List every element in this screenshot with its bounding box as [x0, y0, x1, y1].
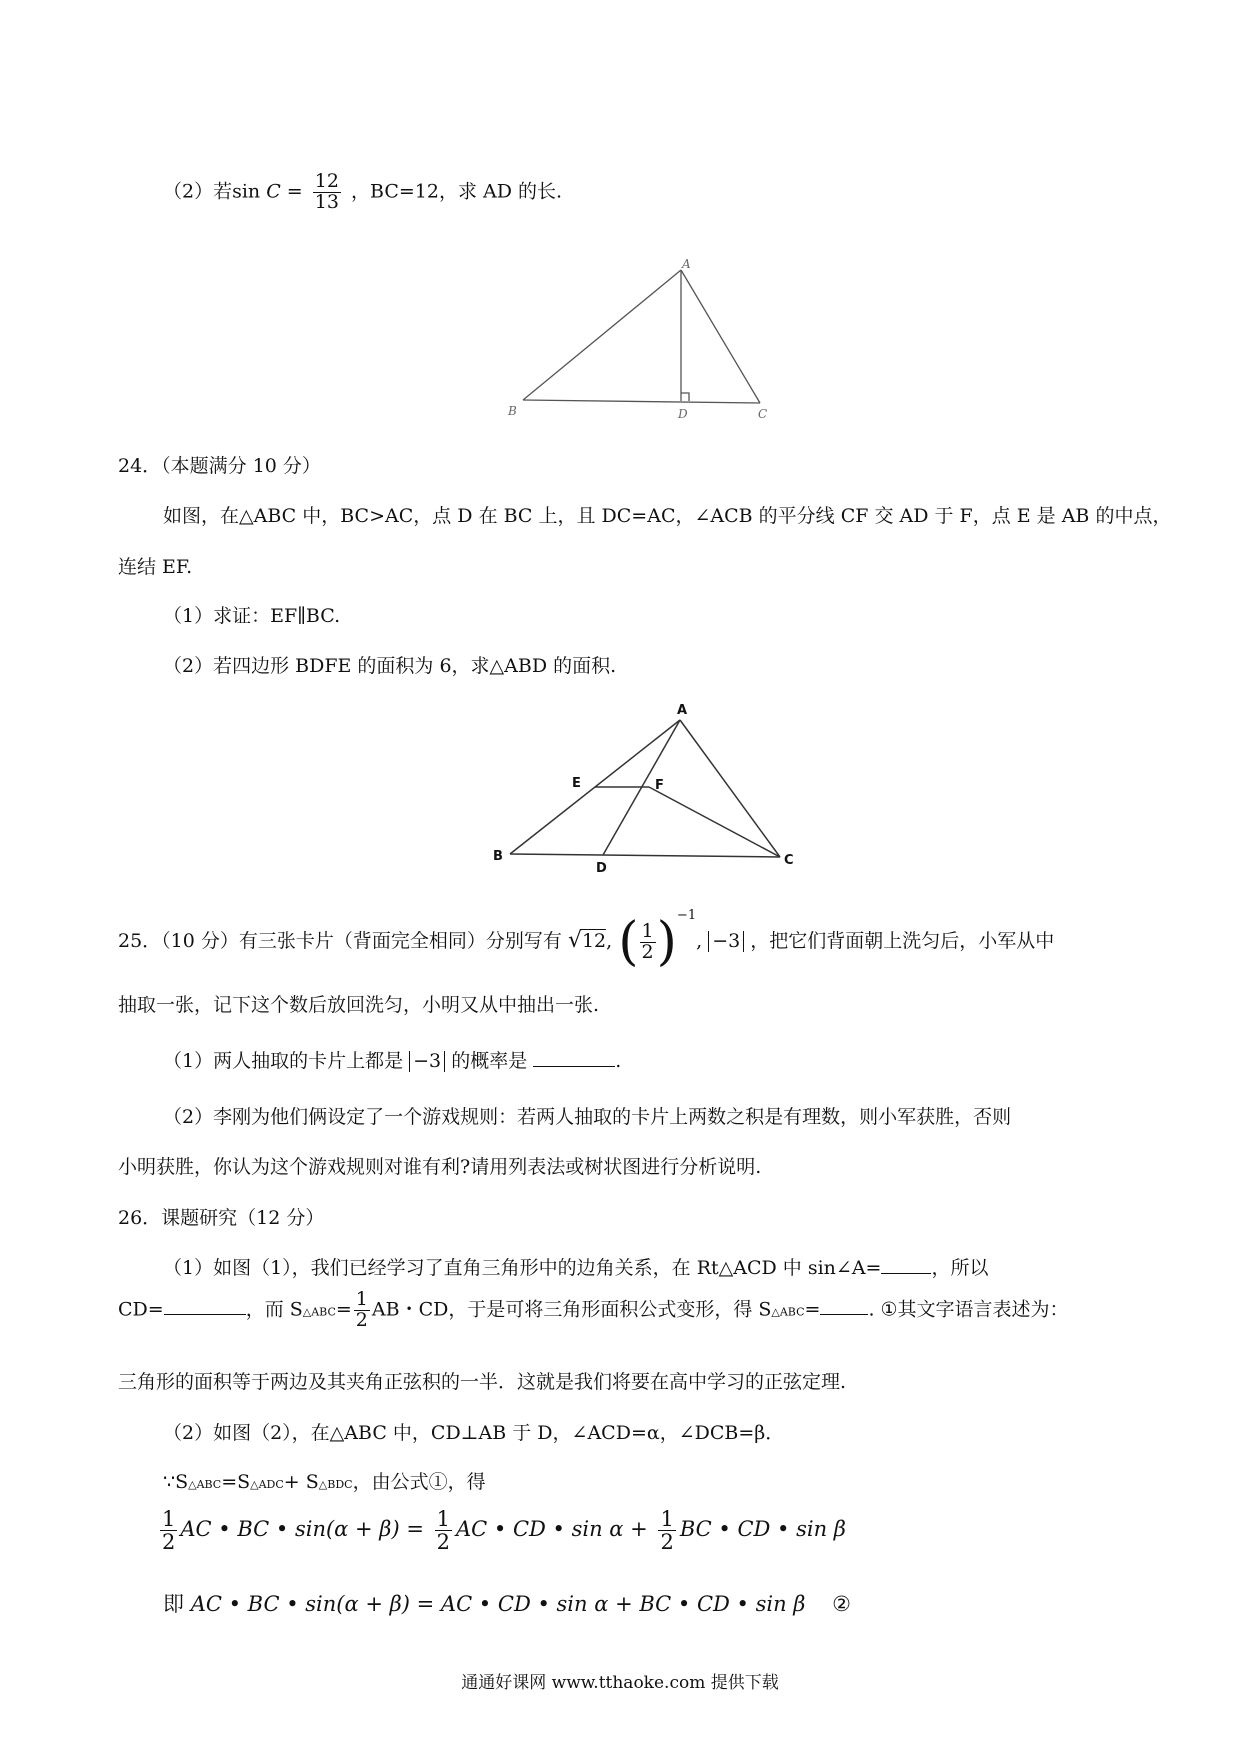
q25-sqrt-val: 12	[581, 930, 607, 952]
q26-p2-f: . ①其文字语言表述为：	[868, 1298, 1069, 1321]
q24-part2: （2）若四边形 BDFE 的面积为 6，求△ABD 的面积.	[163, 655, 617, 677]
q25-comma2: ,	[696, 930, 703, 952]
fig1-label-a: A	[682, 257, 691, 271]
q26-f1-frac2-den: 2	[436, 1530, 450, 1555]
q26-p2	[118, 1290, 1069, 1331]
q26-p2-fraction	[354, 1290, 370, 1331]
fig1-label-c: C	[758, 407, 768, 421]
q26-f2-a: 即	[163, 1592, 191, 1616]
q26-p2-blank1	[164, 1314, 246, 1315]
q26-f1-frac1-num: 1	[162, 1507, 176, 1531]
q25-part1	[163, 1046, 621, 1073]
q26-p2-c: =	[335, 1298, 352, 1321]
q26-formula2	[163, 1588, 851, 1618]
q26-p5-c: + S	[283, 1471, 319, 1493]
q24-line2: 连结 EF.	[118, 556, 193, 578]
q26-p5-sub2: △ADC	[250, 1478, 284, 1491]
q25-half-num: 1	[641, 919, 654, 942]
q25-part2-line2: 小明获胜，你认为这个游戏规则对谁有利?请用列表法或树状图进行分析说明.	[118, 1156, 762, 1178]
q25-part2-line1: （2）李刚为他们俩设定了一个游戏规则：若两人抽取的卡片上两数之积是有理数，则小军获胜，否则	[163, 1106, 1012, 1128]
q25-exp: −1	[676, 908, 697, 923]
q26-f1-frac3-num: 1	[660, 1507, 674, 1531]
q26-f1-c: BC • CD • sin β	[679, 1517, 846, 1542]
q26-formula1	[160, 1508, 846, 1553]
fig2-label-f: F	[655, 778, 664, 793]
q26-f2-b: AC • BC • sin(α + β) = AC • CD • sin α + BC • CD • sin β	[190, 1592, 806, 1616]
q25-abs: −3	[708, 931, 744, 952]
q26-p2-den: 2	[355, 1308, 368, 1331]
q26-header: 26．课题研究（12 分）	[118, 1207, 325, 1229]
q26-f1-frac3-den: 2	[660, 1530, 674, 1555]
q26-f1-frac1	[160, 1508, 177, 1553]
q25-part1-blank	[533, 1066, 615, 1067]
fig2-label-a: A	[677, 703, 688, 718]
q26-p2-sub1: △ABC	[302, 1305, 336, 1319]
q24-part1: （1）求证：EF∥BC.	[163, 605, 341, 627]
fig2-label-e: E	[572, 776, 581, 791]
q25-lparen: (	[618, 912, 639, 972]
q26-p3: 三角形的面积等于两边及其夹角正弦积的一半．这就是我们将要在高中学习的正弦定理.	[118, 1371, 847, 1393]
q23-eq: =	[286, 180, 303, 203]
q23-prefix: （2）若sin	[163, 180, 261, 203]
page-footer: 通通好课网 www.tthaoke.com 提供下载	[461, 1673, 779, 1693]
q23-num: 12	[314, 170, 339, 192]
q25-part1-end: .	[615, 1050, 622, 1072]
q26-f1-frac2	[435, 1508, 452, 1553]
q26-p1-blank	[881, 1273, 931, 1274]
q25-line2: 抽取一张，记下这个数后放回洗匀，小明又从中抽出一张.	[118, 994, 600, 1016]
q26-f1-frac1-den: 2	[162, 1530, 176, 1555]
q24-header: 24．（本题满分 10 分）	[118, 455, 321, 477]
q26-f1-b: AC • CD • sin α +	[455, 1517, 648, 1542]
q25-part1-suffix: 的概率是	[451, 1050, 528, 1072]
q25-half	[640, 919, 656, 963]
q25-prefix: 25．（10 分）有三张卡片（背面完全相同）分别写有	[118, 930, 562, 952]
q26-p1-b: ，所以	[931, 1257, 989, 1279]
q26-p5-sub1: △ABC	[188, 1478, 222, 1491]
q26-f1-frac2-num: 1	[436, 1507, 450, 1531]
q26-p4: （2）如图（2），在△ABC 中，CD⊥AB 于 D，∠ACD=α，∠DCB=β．	[163, 1422, 785, 1444]
q26-p2-num: 1	[355, 1288, 368, 1310]
q26-p2-sub2: △ABC	[771, 1305, 805, 1319]
q26-p2-a: CD=	[118, 1298, 164, 1321]
q26-f1-a: AC • BC • sin(α + β) =	[180, 1517, 424, 1542]
q26-p2-b: ，而 S	[245, 1298, 303, 1321]
fig1-label-b: B	[508, 404, 517, 418]
q25-part1-abs: −3	[409, 1051, 445, 1072]
q26-p2-e: =	[804, 1298, 821, 1321]
q23-var-c: C	[266, 180, 281, 203]
q26-f2-c: ②	[832, 1592, 851, 1616]
q26-p2-blank2	[820, 1314, 868, 1315]
q23-suffix: ，BC=12，求 AD 的长.	[351, 180, 563, 203]
q24-line1: 如图，在△ABC 中，BC>AC，点 D 在 BC 上，且 DC=AC，∠ACB 的平分线 CF 交 AD 于 F，点 E 是 AB 的中点，	[163, 505, 1172, 527]
q26-f1-frac3	[658, 1508, 675, 1553]
fig2-label-b: B	[493, 849, 503, 864]
q25-line1	[118, 908, 1055, 972]
q26-p5-b: =S	[221, 1471, 251, 1493]
q26-p1	[163, 1253, 988, 1280]
q25-comma1: ,	[606, 930, 613, 952]
q26-p2-d: AB・CD，于是可将三角形面积公式变形，得 S	[371, 1298, 772, 1321]
q25-rparen: )	[656, 912, 677, 972]
q23-den: 13	[314, 190, 339, 213]
q25-half-den: 2	[641, 940, 654, 963]
fig2-label-c: C	[784, 853, 794, 868]
q26-p5	[163, 1467, 486, 1494]
q26-p5-sub3: △BDC	[318, 1478, 353, 1491]
q25-sqrt	[568, 930, 606, 952]
q26-p5-a: ∵S	[163, 1471, 189, 1493]
q26-p1-a: （1）如图（1），我们已经学习了直角三角形中的边角关系，在 Rt△ACD 中 sin∠A=	[163, 1257, 882, 1279]
q25-part1-prefix: （1）两人抽取的卡片上都是	[163, 1050, 404, 1072]
fig1-label-d: D	[678, 407, 688, 421]
q26-p5-d: ，由公式①，得	[352, 1471, 486, 1493]
q25-suffix: ，把它们背面朝上洗匀后，小军从中	[750, 930, 1055, 952]
fig2-label-d: D	[596, 861, 607, 876]
